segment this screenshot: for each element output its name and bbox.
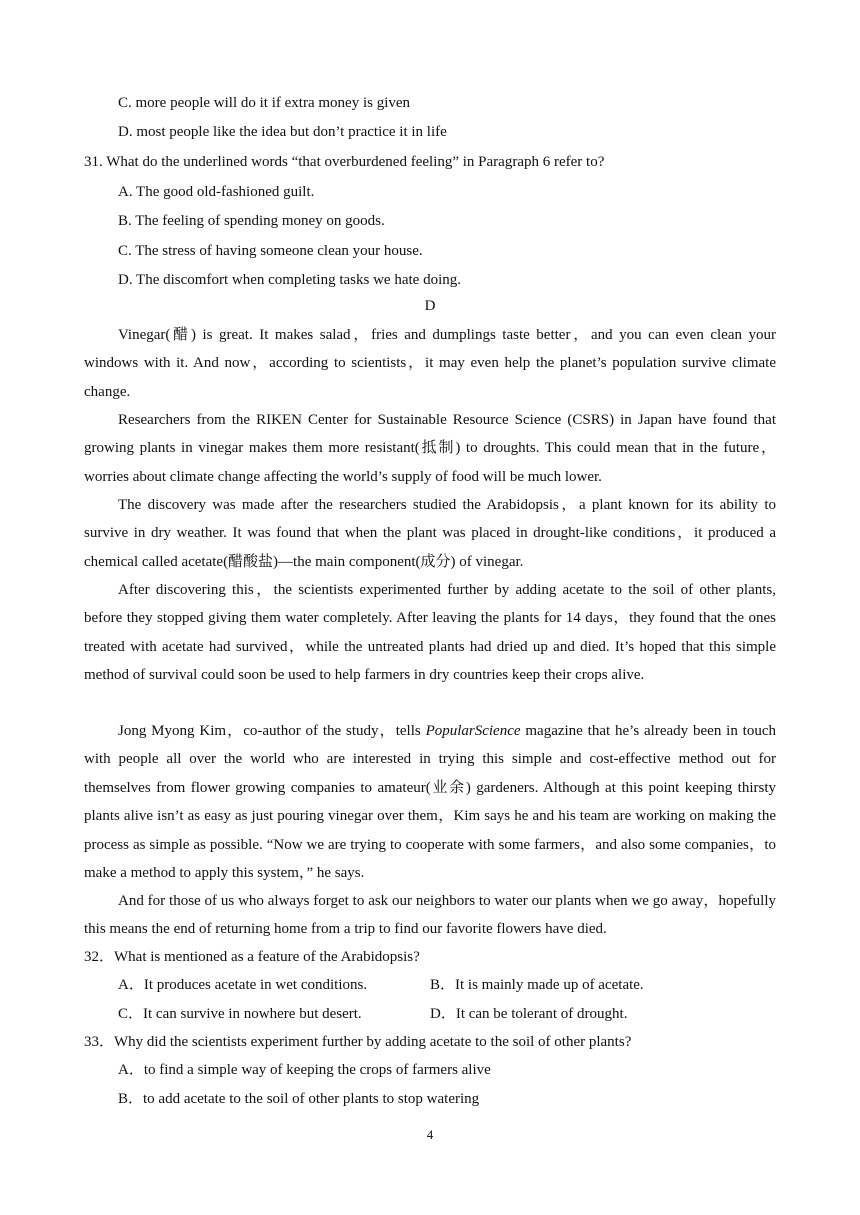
section-label: D <box>424 298 436 314</box>
q31-option-d: D. The discomfort when completing tasks we hate doing. <box>118 272 461 288</box>
paragraph-5-text-end: magazine that he’s already been in touch with people all over the world who are interested in trying this simple and cost-effective method out for themselves from flower growing companies to amateur(业余) gardeners. Although at this point keeping thirsty plants alive isn’t as easy as just pouring vinegar over them，Kim says he and his team are working on making the process as simple as possible. “Now we are trying to cooperate with some farmers，and also some companies，to make a method to apply this system，” he says. <box>84 723 776 882</box>
q32-stem: 32．What is mentioned as a feature of the Arabidopsis? <box>84 949 420 965</box>
passage-paragraph-5 <box>84 717 776 887</box>
magazine-title: PopularScience <box>425 723 521 739</box>
page-number: 4 <box>426 1127 434 1142</box>
passage-paragraph-2: Researchers from the RIKEN Center for Sustainable Resource Science (CSRS) in Japan have found that growing plants in vinegar makes them more resistant(抵制) to droughts. This could mean that in the future，worries about climate change affecting the world’s supply of food will be much lower. <box>84 412 776 485</box>
q32-option-a: A．It produces acetate in wet conditions. <box>118 977 368 993</box>
q30-option-c: C. more people will do it if extra money is given <box>118 95 411 111</box>
passage-paragraph-4: After discovering this，the scientists experimented further by adding acetate to the soil of other plants, before they stopped giving them water completely. After leaving the plants for 14 days，they found that the ones treated with acetate had survived，while the untreated plants had dried up and died. It’s hoped that this simple method of survival could soon be used to help farmers in dry countries keep their crops alive. <box>84 582 776 684</box>
q32-option-d: D．It can be tolerant of drought. <box>430 1006 628 1022</box>
q33-stem: 33．Why did the scientists experiment further by adding acetate to the soil of other plants? <box>84 1034 632 1050</box>
paragraph-5-text-start: Jong Myong Kim，co-author of the study，tells <box>118 723 426 739</box>
passage-paragraph-3: The discovery was made after the researchers studied the Arabidopsis，a plant known for its ability to survive in dry weather. It was found that when the plant was placed in drought-like conditions，it produced a chemical called acetate(醋酸盐)—the main component(成分) of vinegar. <box>84 497 776 570</box>
q33-option-a: A．to find a simple way of keeping the crops of farmers alive <box>118 1062 491 1078</box>
passage-paragraph-6: And for those of us who always forget to ask our neighbors to water our plants when we go away，hopefully this means the end of returning home from a trip to find our favorite flowers have died. <box>84 893 776 938</box>
q30-option-d: D. most people like the idea but don’t practice it in life <box>118 124 447 140</box>
q31-stem: 31. What do the underlined words “that overburdened feeling” in Paragraph 6 refer to? <box>84 154 605 170</box>
q31-option-a: A. The good old-fashioned guilt. <box>118 184 315 200</box>
q31-option-b: B. The feeling of spending money on goods. <box>118 213 385 229</box>
q32-option-b: B．It is mainly made up of acetate. <box>430 977 644 993</box>
q31-option-c: C. The stress of having someone clean your house. <box>118 243 423 259</box>
q32-option-c: C．It can survive in nowhere but desert. <box>118 1006 362 1022</box>
passage-paragraph-1: Vinegar(醋) is great. It makes salad，fries and dumplings taste better，and you can even clean your windows with it. And now，according to scientists，it may even help the planet’s population survive climate change. <box>84 327 776 400</box>
q33-option-b: B．to add acetate to the soil of other plants to stop watering <box>118 1091 480 1107</box>
